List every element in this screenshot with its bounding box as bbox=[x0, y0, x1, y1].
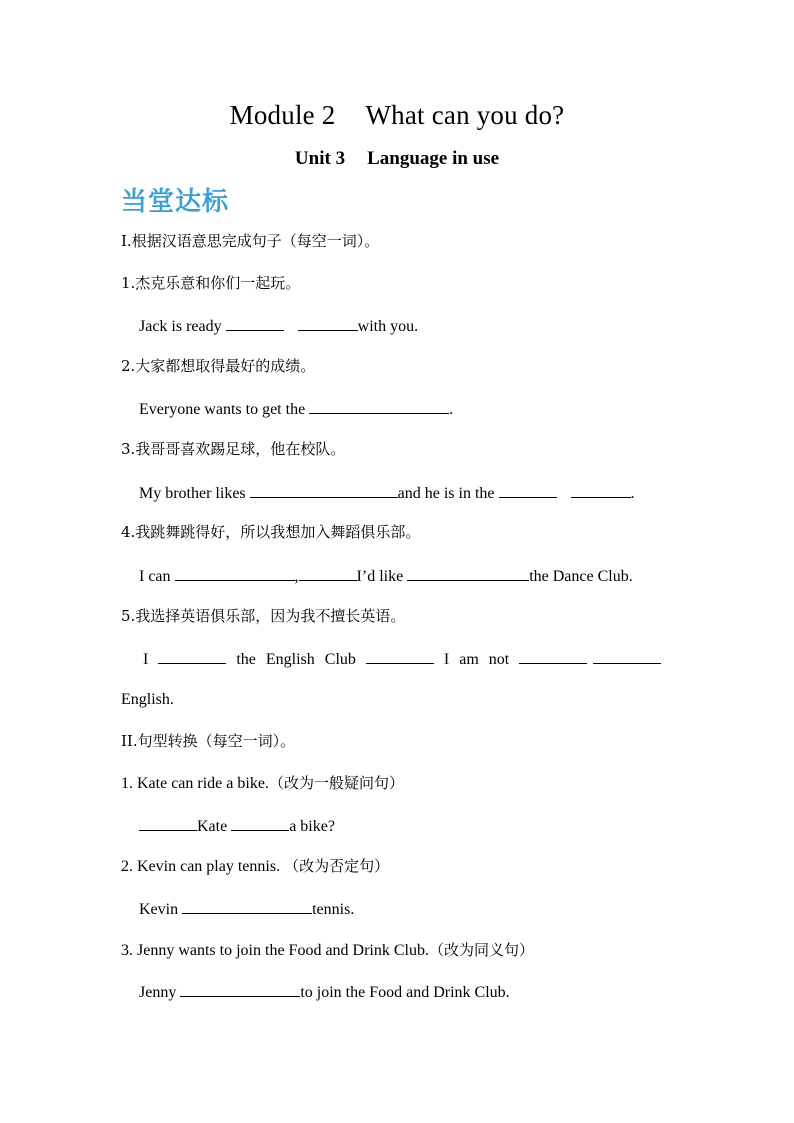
instruction-note: （改为一般疑问句） bbox=[268, 774, 404, 792]
part1-q1-chinese: 1.杰克乐意和你们一起玩。 bbox=[121, 274, 301, 292]
answer-blank[interactable] bbox=[158, 648, 226, 664]
sentence-text: the Dance Club. bbox=[529, 568, 633, 585]
part2-q2-sentence bbox=[139, 898, 354, 920]
part2-heading: II.句型转换（每空一词）。 bbox=[121, 732, 296, 750]
sentence-text: I can bbox=[139, 568, 171, 585]
instruction-note: （改为同义句） bbox=[428, 941, 534, 959]
answer-blank[interactable] bbox=[309, 398, 449, 414]
unit-number: Unit 3 bbox=[294, 148, 346, 169]
answer-blank[interactable] bbox=[298, 315, 358, 331]
part1-q2-chinese: 2.大家都想取得最好的成绩。 bbox=[121, 357, 316, 375]
part1-heading: I.根据汉语意思完成句子（每空一词）。 bbox=[121, 232, 380, 250]
answer-blank[interactable] bbox=[175, 565, 295, 581]
answer-blank[interactable] bbox=[250, 482, 398, 498]
sentence-text: with you. bbox=[357, 318, 419, 335]
instruction-note: （改为否定句） bbox=[284, 857, 390, 875]
part2-q1-prompt bbox=[121, 773, 404, 794]
answer-blank[interactable] bbox=[519, 648, 587, 664]
prompt-text: 1. Kate can ride a bike. bbox=[121, 775, 269, 792]
part2-q1-sentence bbox=[139, 815, 335, 837]
sentence-text: , bbox=[294, 568, 299, 585]
part1-q5-sentence bbox=[143, 648, 661, 670]
part1-q5-chinese: 5.我选择英语俱乐部，因为我不擅长英语。 bbox=[121, 607, 406, 625]
answer-blank[interactable] bbox=[182, 898, 312, 914]
part1-q3-sentence bbox=[139, 482, 635, 504]
sentence-text: My brother likes bbox=[139, 485, 246, 502]
answer-blank[interactable] bbox=[231, 815, 289, 831]
sentence-text: Kate bbox=[197, 818, 228, 835]
module-title bbox=[0, 100, 794, 131]
part1-q3-chinese: 3.我哥哥喜欢踢足球，他在校队。 bbox=[121, 440, 346, 458]
sentence-text: and he is in the bbox=[397, 485, 495, 502]
module-number: Module 2 bbox=[229, 100, 336, 130]
sentence-text: the English Club bbox=[236, 651, 356, 668]
sentence-text: Jack is ready bbox=[139, 318, 222, 335]
sentence-text: tennis. bbox=[312, 901, 355, 918]
answer-blank[interactable] bbox=[366, 648, 434, 664]
sentence-text: to join the Food and Drink Club. bbox=[300, 984, 510, 1001]
sentence-text: . bbox=[630, 485, 635, 502]
unit-title bbox=[0, 148, 794, 170]
sentence-text: Everyone wants to get the bbox=[139, 401, 306, 418]
part1-q2-sentence bbox=[139, 398, 453, 420]
part1-q5-continuation: English. bbox=[121, 691, 174, 708]
part2-q3-prompt bbox=[121, 940, 534, 961]
answer-blank[interactable] bbox=[180, 981, 300, 997]
answer-blank[interactable] bbox=[299, 565, 357, 581]
section-heading: 当堂达标 bbox=[121, 187, 230, 217]
part2-q2-prompt bbox=[121, 856, 389, 877]
sentence-text: I bbox=[143, 651, 149, 668]
sentence-text: . bbox=[449, 401, 454, 418]
sentence-text: Jenny bbox=[139, 984, 177, 1001]
sentence-text: I am not bbox=[443, 651, 510, 668]
part1-q4-chinese: 4.我跳舞跳得好，所以我想加入舞蹈俱乐部。 bbox=[121, 523, 421, 541]
part1-q4-sentence bbox=[139, 565, 633, 587]
answer-blank[interactable] bbox=[593, 648, 661, 664]
part2-q3-sentence bbox=[139, 981, 510, 1003]
module-name: What can you do? bbox=[365, 100, 565, 130]
answer-blank[interactable] bbox=[139, 815, 197, 831]
sentence-text: Kevin bbox=[139, 901, 179, 918]
answer-blank[interactable] bbox=[499, 482, 557, 498]
answer-blank[interactable] bbox=[407, 565, 529, 581]
prompt-text: 2. Kevin can play tennis. bbox=[121, 858, 281, 875]
answer-blank[interactable] bbox=[571, 482, 631, 498]
unit-name: Language in use bbox=[367, 148, 500, 169]
part1-q1-sentence bbox=[139, 315, 418, 337]
prompt-text: 3. Jenny wants to join the Food and Drink Club. bbox=[121, 942, 429, 959]
sentence-text: I’d like bbox=[356, 568, 404, 585]
answer-blank[interactable] bbox=[226, 315, 284, 331]
sentence-text: a bike? bbox=[289, 818, 335, 835]
